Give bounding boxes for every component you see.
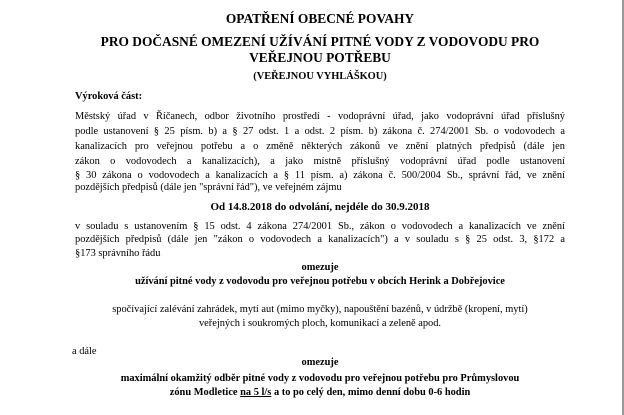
consisting-line2: veřejných i soukromých ploch, komunikací a zeleně apod. (198, 318, 442, 329)
flow-limit: na 5 l/s (240, 387, 272, 398)
para2-line1: v souladu s ustanovením § 15 odst. 4 zákona 274/2001 Sb., zákon o vodovodech a kanalizacích ve znění (75, 221, 565, 232)
consisting-line1: spočívající zalévání zahrádek, mytí aut (mimo myčky), napouštění bazénů, v údržbě (kropení, mytí) (112, 304, 528, 315)
doc-title-line3: VEŘEJNOU POTŘEBU (249, 50, 391, 65)
restricts-heading-2: omezuje (301, 357, 339, 368)
restriction-1: užívání pitné vody z vodovodu pro veřejnou potřebu v obcích Herink a Dobřejovice (135, 276, 505, 287)
restricts-heading-1: omezuje (301, 262, 339, 273)
date-line: Od 14.8.2018 do odvolání, nejdéle do 30.9.2018 (210, 201, 430, 213)
doc-subtitle: (VEŘEJNOU VYHLÁŠKOU) (253, 71, 387, 82)
para2-line3: §173 správního řádu (75, 248, 161, 259)
para1-line6: pozdějších předpisů (dále jen "správní řád"), ve veřejném zájmu (75, 182, 342, 193)
doc-title-line1: OPATŘENÍ OBECNÉ POVAHY (225, 11, 415, 26)
restriction-2-line1: maximální okamžitý odběr pitné vody z vodovodu pro veřejnou potřebu pro Průmyslovou (120, 373, 520, 384)
para1-line4: zákon o vodovodech a kanalizacích), a jako místně příslušný vodoprávní úřad podle ustanovení (75, 156, 565, 167)
para1-line2: podle ustanovení § 25 písm. b) a § 27 odst. 1 a odst. 2 písm. b) zákona č. 274/2001 Sb. o vodovodech a (75, 126, 565, 137)
restriction-2-pre: zónu Modletice (169, 387, 241, 398)
para1-line1: Městský úřad v Říčanech, odbor životního prostředí - vodoprávní úřad, jako vodoprávní úřad příslušný (75, 111, 565, 122)
restriction-2-line2 (75, 387, 565, 398)
para1-line5: § 30 zákona o vodovodech a kanalizacích a § 11 písm. a) zákona č. 500/2004 Sb., správní řád, ve znění (75, 170, 565, 181)
section-heading: Výroková část: (75, 91, 143, 102)
para1-line3: kanalizacích pro veřejnou potřebu a o změně některých zákonů ve znění platných předpisů (dále jen (75, 141, 565, 152)
doc-title-line2: PRO DOČASNÉ OMEZENÍ UŽÍVÁNÍ PITNÉ VODY Z VODOVODU PRO (100, 34, 540, 49)
para2-line2: pozdějších předpisů (dále jen "zákon o vodovodech a kanalizacích") a v souladu s § 25 odst. 3, §172 a (75, 234, 565, 245)
restriction-2-post: a to po celý den, mimo denní dobu 0-6 hodin (271, 387, 471, 398)
and-further: a dále (72, 346, 97, 357)
